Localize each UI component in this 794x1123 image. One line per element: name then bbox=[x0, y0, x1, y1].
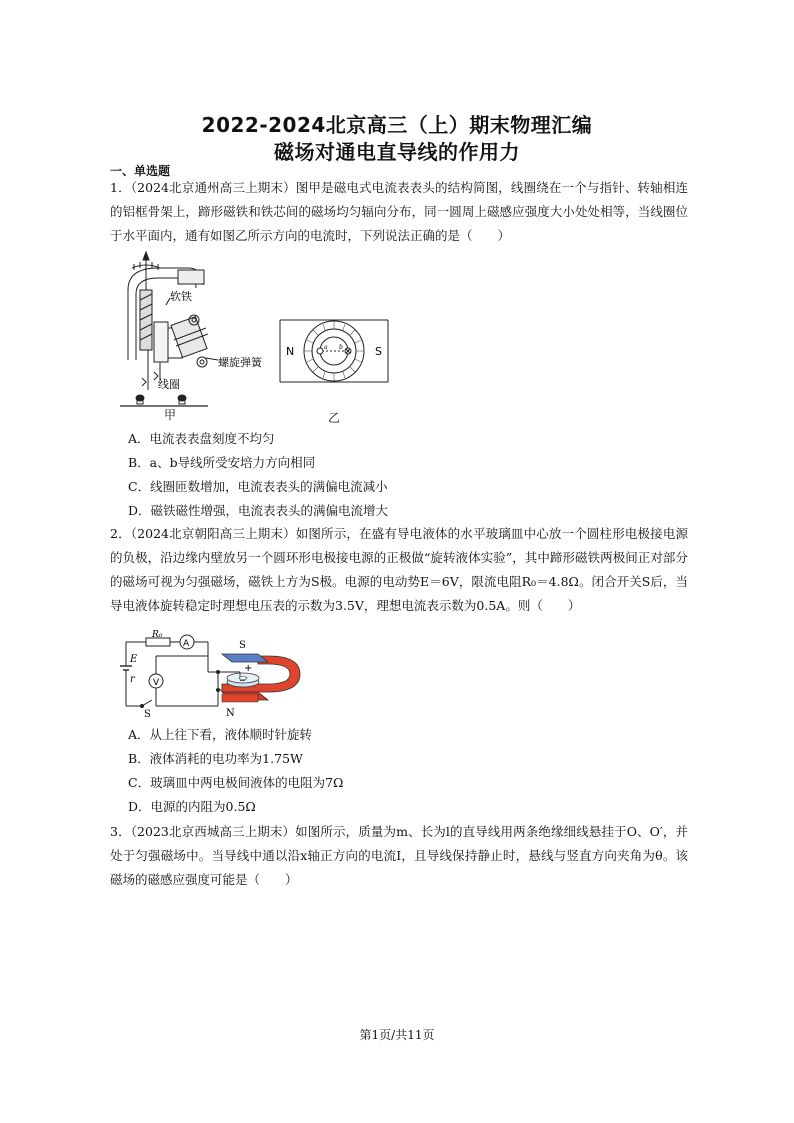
q1-option-b: B．a、b导线所受安培力方向相同 bbox=[128, 455, 316, 470]
q1-figure-yi bbox=[278, 316, 390, 386]
label-minus: − bbox=[239, 676, 246, 685]
section-heading: 一、单选题 bbox=[110, 164, 171, 178]
label-b: b bbox=[339, 344, 343, 351]
caption-jia: 甲 bbox=[164, 408, 177, 422]
doc-title-line2: 磁场对通电直导线的作用力 bbox=[274, 140, 520, 164]
label-s-pole-magnet: S bbox=[239, 640, 246, 651]
label-a: a bbox=[324, 344, 328, 351]
q2-option-a: A．从上往下看，液体顺时针旋转 bbox=[128, 727, 313, 742]
label-soft-iron: 软铁 bbox=[170, 290, 192, 303]
label-voltmeter: V bbox=[153, 678, 160, 688]
q2-stem: 2．（2024北京朝阳高三上期末）如图所示，在盛有导电液体的水平玻璃皿中心放一个圆柱形电极接电源的负极，沿边缘内壁放另一个圆环形电极接电源的正极做“旋转液体实验”，其中蹄形磁铁两极间正对部分的磁场可视为匀强磁场，磁铁上方为S极。电源的电动势E＝6V，限流电阻R₀＝4.8Ω。闭合开关S后，当导电液体旋转稳定时理想电压表的示数为3.5V，理想电流表示数为0.5A。则（ ） bbox=[110, 526, 688, 613]
label-coil: 线圈 bbox=[158, 378, 180, 391]
q2-figure-circuit bbox=[118, 630, 308, 718]
q1-option-d: D．磁铁磁性增强，电流表表头的满偏电流增大 bbox=[128, 503, 389, 518]
q3-stem: 3．（2023北京西城高三上期末）如图所示，质量为m、长为l的直导线用两条绝缘细线悬挂于O、O′，并处于匀强磁场中。当导线中通以沿x轴正方向的电流I，且导线保持静止时，悬线与竖直方向夹角为θ。该磁场的磁感应强度可能是（ ） bbox=[110, 824, 688, 887]
caption-yi: 乙 bbox=[328, 411, 341, 425]
label-plus: + bbox=[244, 663, 253, 674]
label-internal-r: r bbox=[130, 674, 135, 685]
label-s-pole: S bbox=[375, 345, 382, 358]
label-switch: S bbox=[144, 709, 151, 718]
q1-stem: 1．（2024北京通州高三上期末）图甲是磁电式电流表表头的结构简图，线圈绕在一个与指针、转轴相连的铝框骨架上，蹄形磁铁和铁芯间的磁场均匀辐向分布，同一圆周上磁感应强度大小处处相等，当线圈位于水平面内，通有如图乙所示方向的电流时，下列说法正确的是（ ） bbox=[110, 180, 688, 243]
label-r0: R₀ bbox=[152, 630, 163, 640]
label-spring: 螺旋弹簧 bbox=[218, 356, 262, 369]
q2-option-c: C．玻璃皿中两电极间液体的电阻为7Ω bbox=[128, 775, 344, 790]
doc-title-line1: 2022-2024北京高三（上）期末物理汇编 bbox=[201, 113, 593, 137]
q2-option-d: D．电源的内阻为0.5Ω bbox=[128, 799, 256, 814]
q1-option-a: A．电流表表盘刻度不均匀 bbox=[128, 431, 275, 446]
q1-figure-jia bbox=[118, 250, 268, 415]
q2-option-b: B．液体消耗的电功率为1.75W bbox=[128, 751, 303, 766]
label-n-pole-magnet: N bbox=[226, 708, 235, 718]
label-ammeter: A bbox=[183, 639, 190, 649]
label-emf: E bbox=[130, 654, 138, 665]
label-n-pole: N bbox=[286, 345, 295, 358]
page-footer: 第1页/共11页 bbox=[359, 1028, 435, 1042]
q1-option-c: C．线圈匝数增加，电流表表头的满偏电流减小 bbox=[128, 479, 388, 494]
